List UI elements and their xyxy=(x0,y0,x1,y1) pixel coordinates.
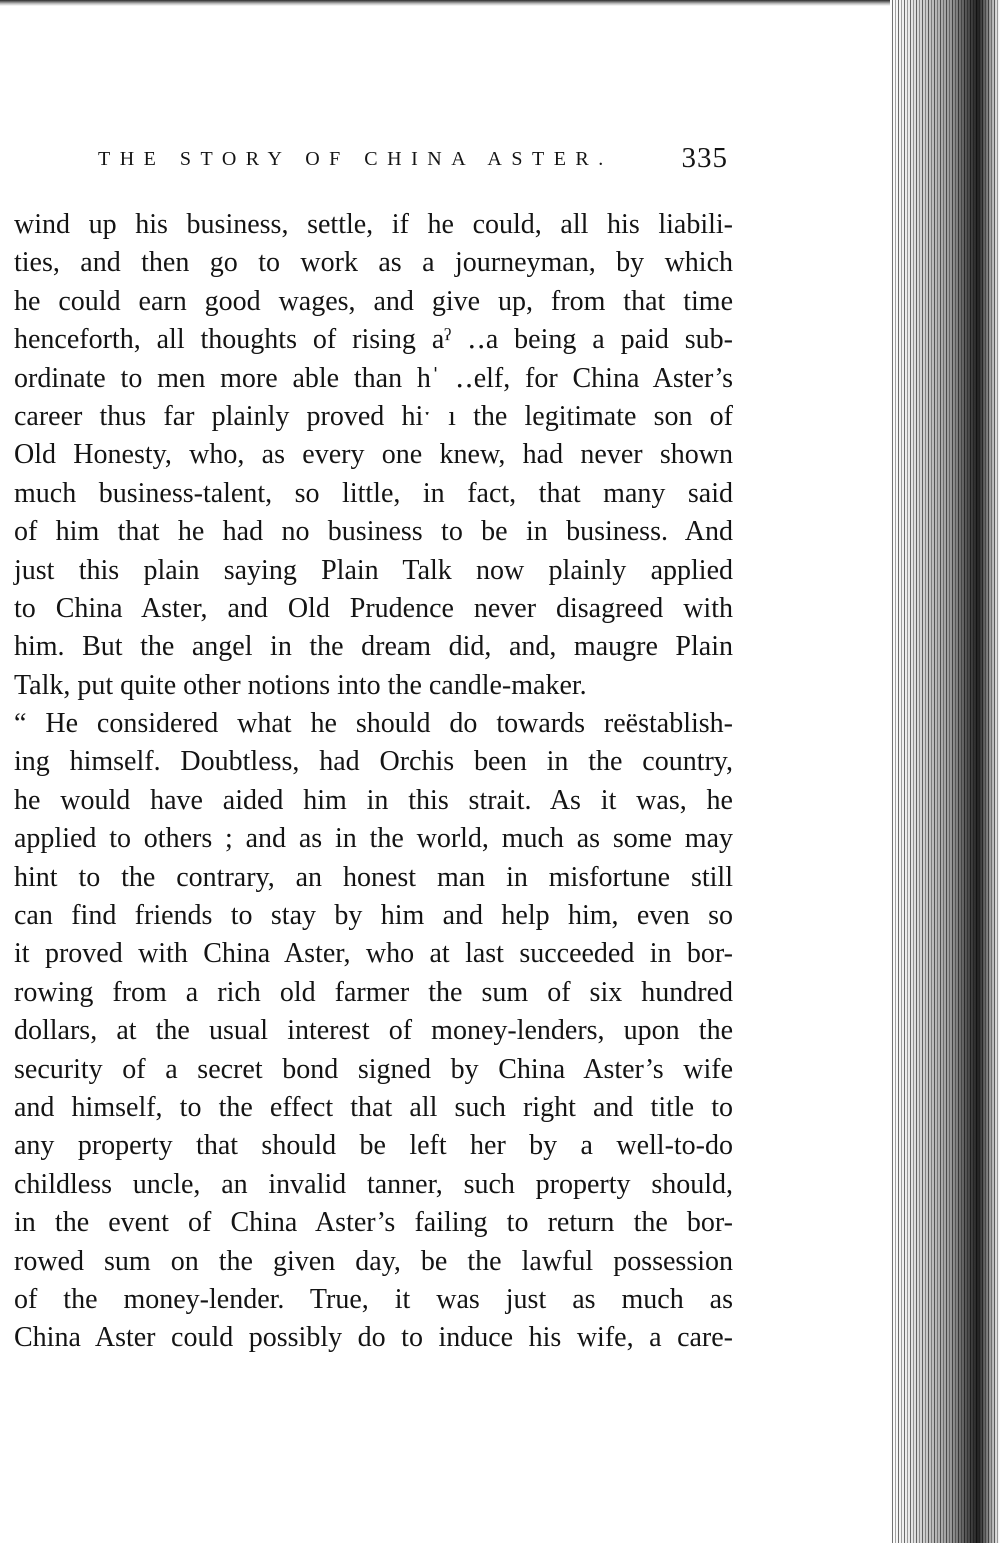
text-line: rowing from a rich old farmer the sum of six hundred xyxy=(14,976,733,1008)
text-line: him. But the angel in the dream did, and, maugre Plain xyxy=(14,631,733,663)
text-line: ing himself. Doubtless, had Orchis been in the country, xyxy=(14,746,733,778)
text-line: and himself, to the effect that all such right and title to xyxy=(14,1091,733,1123)
text-line: much business-talent, so little, in fact, that many said xyxy=(14,477,733,509)
body-text xyxy=(14,206,733,1358)
text-line: henceforth, all thoughts of rising aˀ ․․a being a paid sub- xyxy=(14,324,733,356)
text-line: ordinate to men more able than hˈ ․․elf, for China Aster’s xyxy=(14,362,733,394)
text-line: “ He considered what he should do towards reëstablish- xyxy=(14,708,733,740)
running-title: THE STORY OF CHINA ASTER. xyxy=(98,148,613,170)
text-line: applied to others ; and as in the world, much as some may xyxy=(14,823,733,855)
text-line: childless uncle, an invalid tanner, such property should, xyxy=(14,1168,733,1200)
text-line: career thus far plainly proved hiˑ ı the legitimate son of xyxy=(14,400,733,432)
page-number: 335 xyxy=(681,142,728,174)
page-binding-edge xyxy=(890,0,1000,1543)
text-line: to China Aster, and Old Prudence never disagreed with xyxy=(14,592,733,624)
text-line: just this plain saying Plain Talk now plainly applied xyxy=(14,554,733,586)
text-line: China Aster could possibly do to induce his wife, a care- xyxy=(14,1322,733,1354)
text-line: hint to the contrary, an honest man in misfortune still xyxy=(14,861,733,893)
text-line: of him that he had no business to be in business. And xyxy=(14,516,733,548)
text-line: in the event of China Aster’s failing to return the bor- xyxy=(14,1207,733,1239)
text-line: any property that should be left her by a well-to-do xyxy=(14,1130,733,1162)
text-line: dollars, at the usual interest of money-lenders, upon the xyxy=(14,1015,733,1047)
text-line: rowed sum on the given day, be the lawful possession xyxy=(14,1245,733,1277)
text-line: ties, and then go to work as a journeyman, by which xyxy=(14,247,733,279)
text-line: security of a secret bond signed by China Aster’s wife xyxy=(14,1053,733,1085)
text-line: can find friends to stay by him and help him, even so xyxy=(14,900,733,932)
text-line: wind up his business, settle, if he could, all his liabili- xyxy=(14,209,733,240)
text-line: he could earn good wages, and give up, from that time xyxy=(14,285,733,317)
text-line: he would have aided him in this strait. As it was, he xyxy=(14,784,733,816)
text-line: it proved with China Aster, who at last succeeded in bor- xyxy=(14,938,733,970)
text-line: Old Honesty, who, as every one knew, had never shown xyxy=(14,439,733,471)
text-line: of the money-lender. True, it was just as much as xyxy=(14,1283,733,1315)
text-line: Talk, put quite other notions into the candle-maker. xyxy=(14,669,587,701)
page-top-edge xyxy=(0,0,900,6)
running-head xyxy=(98,142,728,182)
